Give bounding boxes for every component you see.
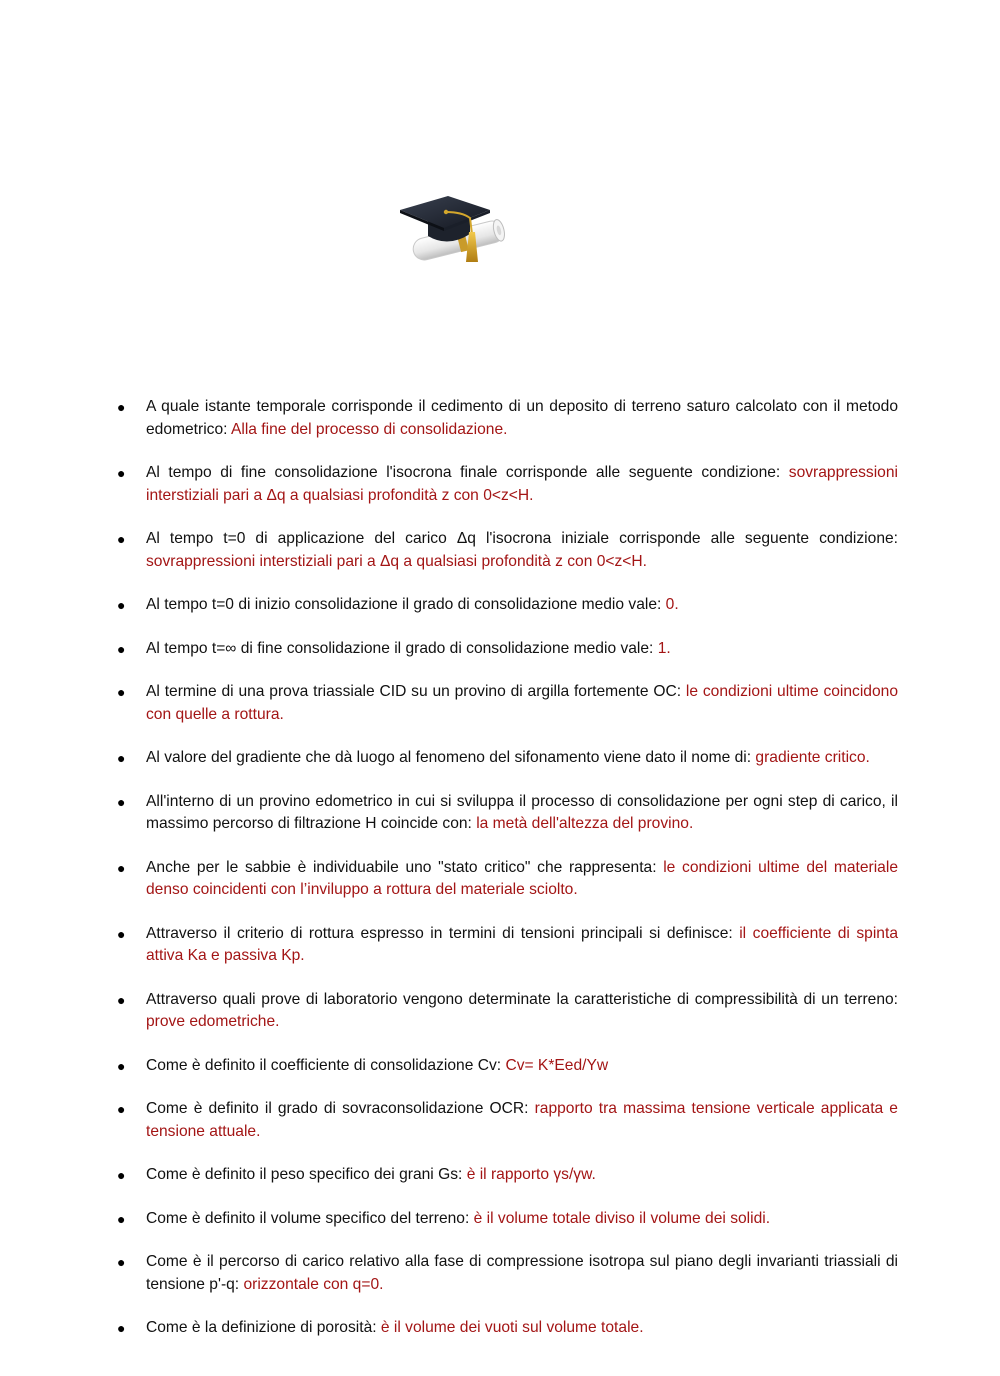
graduation-cap-diploma-icon [396,188,512,268]
answer-text: è il rapporto γs/γw. [466,1166,596,1183]
list-item [117,989,898,1034]
bullet-icon: ● [117,1167,126,1183]
answer-text: sovrappressioni interstiziali pari a Δq a qualsiasi profondità z con 0<z<H. [146,464,898,504]
answer-text: il coefficiente di spinta attiva Ka e passiva Kp. [146,924,898,964]
question-text: Come è definito il grado di sovraconsolidazione OCR: [146,1100,535,1117]
question-text: Come è definito il coefficiente di consolidazione Cv: [146,1056,506,1074]
list-item [117,594,898,617]
list-item [117,462,898,507]
answer-text: gradiente critico. [755,749,870,766]
list-item [117,857,898,902]
bullet-icon: ● [117,925,126,942]
answer-text: la metà dell'altezza del provino. [476,815,694,832]
list-item [117,923,898,968]
list-item [117,747,898,770]
question-text: Attraverso quali prove di laboratorio vengono determinate la caratteristiche di compressibilità di un terreno: [146,990,898,1008]
bullet-icon: ● [117,750,126,766]
answer-text: Cv= K*Eed/Yw [505,1056,609,1074]
answer-text: è il volume dei vuoti sul volume totale. [380,1319,644,1336]
bullet-icon: ● [117,1057,126,1074]
question-text: Al tempo di fine consolidazione l'isocrona finale corrisponde alle seguente condizione: [146,464,789,481]
answer-text: orizzontale con q=0. [243,1275,384,1293]
answer-text: sovrappressioni interstiziali pari a Δq a qualsiasi profondità z con 0<z<H. [146,552,648,570]
question-text: Attraverso il criterio di rottura espresso in termini di tensioni principali si definisce: [146,924,740,942]
question-text: Al valore del gradiente che dà luogo al fenomeno del sifonamento viene dato il nome di: [146,749,756,766]
list-item [117,1055,898,1078]
bullet-icon: ● [117,597,126,613]
answer-text: le condizioni ultime coincidono con quelle a rottura. [146,683,898,723]
list-item [117,1251,898,1296]
bullet-icon: ● [117,1210,126,1227]
bullet-icon: ● [117,465,126,481]
question-text: Al termine di una prova triassiale CID su un provino di argilla fortemente OC: [146,683,686,700]
list-item [117,1317,898,1340]
question-text: Come è definito il peso specifico dei grani Gs: [146,1166,467,1183]
question-text: Come è la definizione di porosità: [146,1319,381,1336]
list-item [117,396,898,441]
list-item [117,1164,898,1187]
question-text: Al tempo t=0 di applicazione del carico Δq l'isocrona iniziale corrisponde alle seguente condizione: [146,530,898,547]
question-text: Al tempo t=0 di inizio consolidazione il grado di consolidazione medio vale: [146,596,666,613]
question-answer-list [117,396,898,1361]
answer-text: è il volume totale diviso il volume dei solidi. [473,1209,771,1227]
bullet-icon: ● [117,684,126,700]
answer-text: Alla fine del processo di consolidazione. [230,420,508,438]
answer-text: 0. [665,596,679,613]
list-item [117,638,898,661]
answer-text: 1. [657,639,671,657]
list-item [117,1098,898,1143]
question-text: Come è il percorso di carico relativo alla fase di compressione isotropa sul piano degli invarianti triassiali di tensione p'-q: [146,1253,898,1293]
list-item [117,1208,898,1231]
question-text: Anche per le sabbie è individuabile uno "stato critico" che rappresenta: [146,858,664,876]
bullet-icon: ● [117,859,126,876]
bullet-icon: ● [117,1320,126,1336]
bullet-icon: ● [117,991,126,1008]
list-item [117,791,898,836]
bullet-icon: ● [117,1101,126,1117]
list-item [117,528,898,573]
answer-text: rapporto tra massima tensione verticale applicata e tensione attuale. [146,1100,898,1140]
answer-text: prove edometriche. [146,1013,280,1030]
question-text: Al tempo t=∞ di fine consolidazione il grado di consolidazione medio vale: [146,639,658,657]
question-text: Come è definito il volume specifico del terreno: [146,1209,474,1227]
bullet-icon: ● [117,399,126,415]
list-item [117,681,898,726]
bullet-icon: ● [117,640,126,657]
answer-text: le condizioni ultime del materiale denso coincidenti con l’inviluppo a rottura del materiale sciolto. [146,858,898,898]
question-text: All'interno di un provino edometrico in cui si sviluppa il processo di consolidazione per ogni step di carico, il massimo percorso di filtrazione H coincide con: [146,792,898,832]
bullet-icon: ● [117,793,126,810]
bullet-icon: ● [117,1254,126,1270]
bullet-icon: ● [117,531,126,547]
question-text: A quale istante temporale corrisponde il cedimento di un deposito di terreno saturo calcolato con il metodo edometrico: [146,398,898,438]
